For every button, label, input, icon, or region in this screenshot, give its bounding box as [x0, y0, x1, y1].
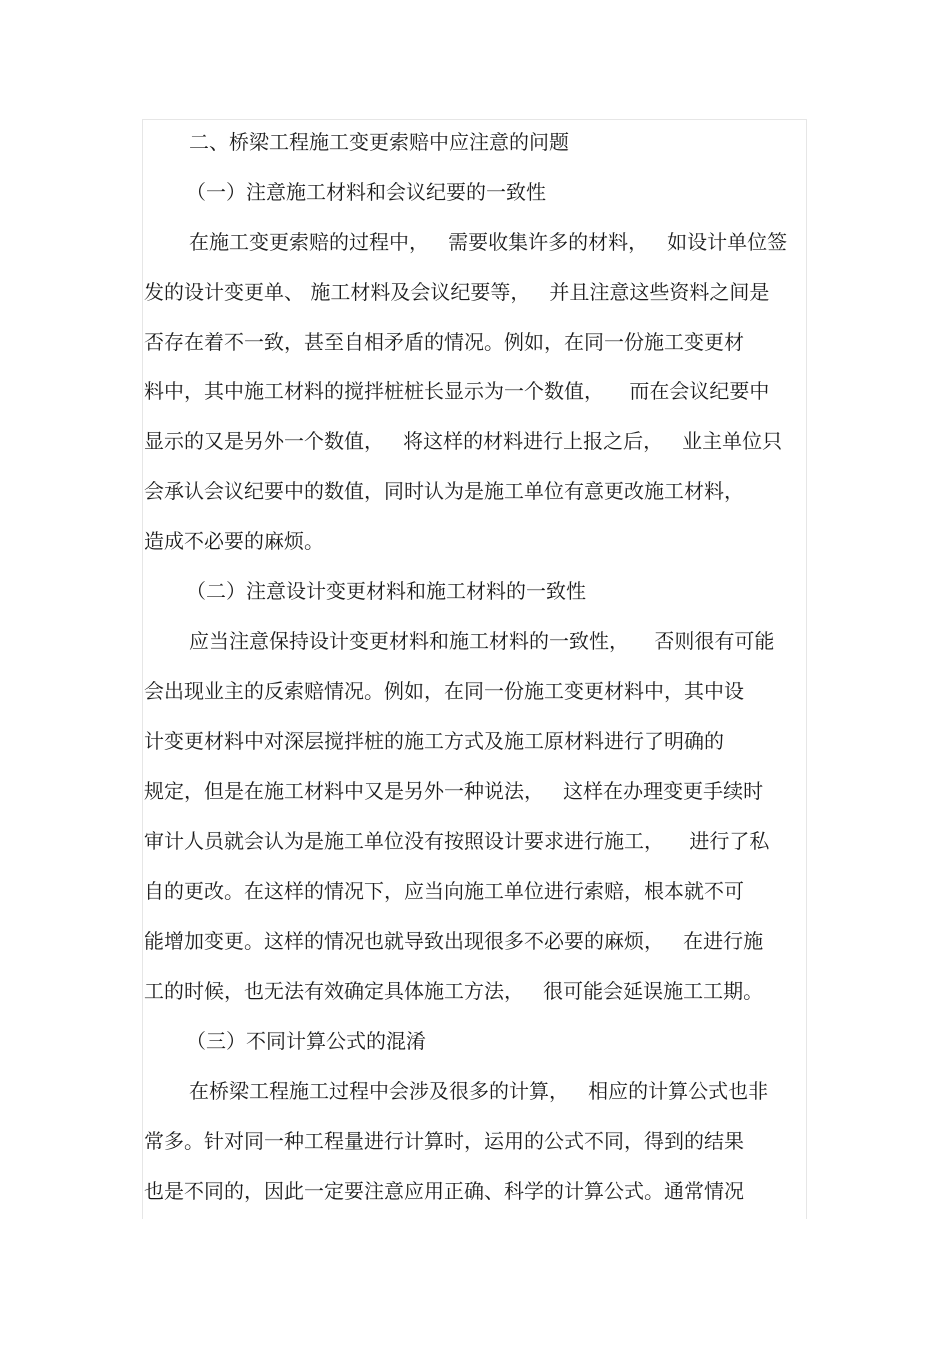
paragraph-line: 显示的又是另外一个数值， 将这样的材料进行上报之后， 业主单位只	[144, 429, 783, 453]
paragraph-line: 计变更材料中对深层搅拌桩的施工方式及施工原材料进行了明确的	[144, 729, 724, 753]
paragraph-line: 造成不必要的麻烦。	[144, 529, 324, 553]
paragraph-line: 会出现业主的反索赔情况。例如，在同一份施工变更材料中，其中设	[144, 679, 744, 703]
paragraph-line: 自的更改。在这样的情况下，应当向施工单位进行索赔，根本就不可	[144, 879, 744, 903]
paragraph-line: 否存在着不一致，甚至自相矛盾的情况。例如，在同一份施工变更材	[144, 330, 744, 354]
subheading-3: （三）不同计算公式的混淆	[186, 1029, 426, 1053]
subheading-2: （二）注意设计变更材料和施工材料的一致性	[186, 579, 586, 603]
paragraph-line: 规定，但是在施工材料中又是另外一种说法， 这样在办理变更手续时	[144, 779, 764, 803]
paragraph-line: 工的时候，也无法有效确定具体施工方法， 很可能会延误施工工期。	[144, 979, 764, 1003]
paragraph-line: 发的设计变更单、 施工材料及会议纪要等， 并且注意这些资料之间是	[144, 280, 770, 304]
paragraph-line: 会承认会议纪要中的数值，同时认为是施工单位有意更改施工材料，	[144, 479, 744, 503]
subheading-1: （一）注意施工材料和会议纪要的一致性	[186, 180, 546, 204]
paragraph-line: 应当注意保持设计变更材料和施工材料的一致性， 否则很有可能	[189, 629, 775, 653]
paragraph-line: 在施工变更索赔的过程中， 需要收集许多的材料， 如设计单位签	[189, 230, 788, 254]
paragraph-line: 也是不同的，因此一定要注意应用正确、科学的计算公式。通常情况	[144, 1179, 744, 1203]
section-heading: 二、桥梁工程施工变更索赔中应注意的问题	[189, 130, 569, 154]
paragraph-line: 能增加变更。这样的情况也就导致出现很多不必要的麻烦， 在进行施	[144, 929, 764, 953]
paragraph-line: 审计人员就会认为是施工单位没有按照设计要求进行施工， 进行了私	[144, 829, 770, 853]
paragraph-line: 常多。针对同一种工程量进行计算时，运用的公式不同，得到的结果	[144, 1129, 744, 1153]
paragraph-line: 料中，其中施工材料的搅拌桩桩长显示为一个数值， 而在会议纪要中	[144, 379, 770, 403]
paragraph-line: 在桥梁工程施工过程中会涉及很多的计算， 相应的计算公式也非	[189, 1079, 769, 1103]
